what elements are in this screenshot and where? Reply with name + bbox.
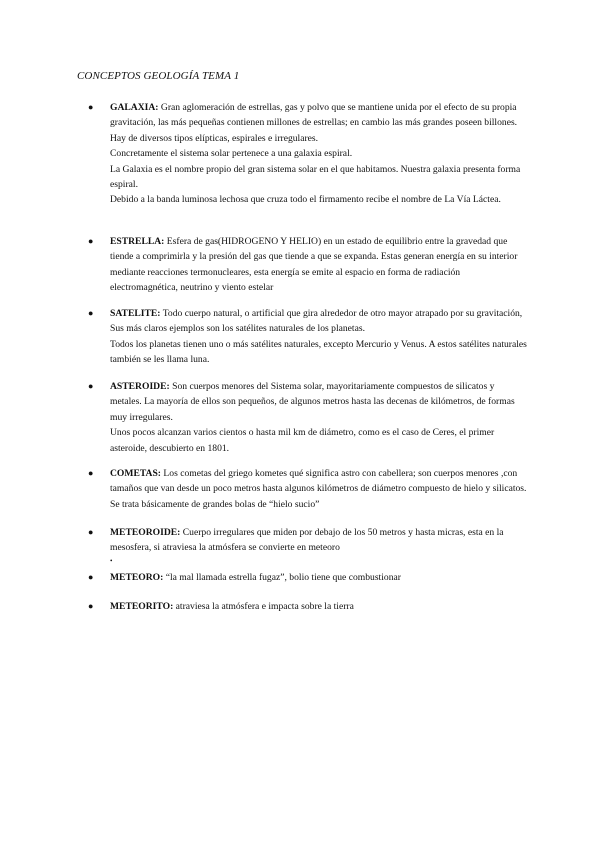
page-title: CONCEPTOS GEOLOGÍA TEMA 1 <box>77 70 240 82</box>
term-label: METEORO: <box>110 572 164 583</box>
bullet-icon: ● <box>88 381 94 391</box>
definition-text: Son cuerpos menores del Sistema solar, mayoritariamente compuestos de silicatos y metales. La mayoría de ellos son pequeños, de algunos metros hasta las decenas de kilómetros, de formas muy irregulares. <box>110 381 515 423</box>
list-item-estrella <box>88 234 528 296</box>
bullet-icon: ● <box>88 102 94 112</box>
bullet-icon: ● <box>88 572 94 582</box>
term-label: COMETAS: <box>110 468 161 479</box>
term-label: ASTEROIDE: <box>110 381 170 392</box>
entry-text <box>110 525 528 556</box>
definition-text: Todos los planetas tienen uno o más satélites naturales, excepto Mercurio y Venus. A estos satélites naturales también se les llama luna. <box>110 338 527 366</box>
definition-text: atraviesa la atmósfera e impacta sobre la tierra <box>175 601 354 612</box>
bullet-icon: ● <box>88 527 94 537</box>
bullet-icon: ● <box>88 236 94 246</box>
stray-bullet-mark: • <box>110 557 113 565</box>
entry-text <box>110 100 528 208</box>
entry-text <box>110 234 528 296</box>
term-label: ESTRELLA: <box>110 236 165 247</box>
definition-text: Los cometas del griego kometes qué significa astro con cabellera; son cuerpos menores ,con tamaños que van desde un poco metros hasta algunos kilómetros de diámetro compuesto de hielo y silicatos. Se trata básicamente de grandes bolas de “hielo sucio” <box>110 468 527 510</box>
bullet-icon: ● <box>88 468 94 478</box>
definition-text: Gran aglomeración de estrellas, gas y polvo que se mantiene unida por el efecto de su propia gravitación, las más pequeñas contienen millones de estrellas; en cambio las más grandes poseen billones. Hay de diversos tipos elípticas, espirales e irregulares. <box>110 102 518 144</box>
list-item-meteoro <box>88 570 528 585</box>
list-item-satelite <box>88 306 528 368</box>
definition-text: Unos pocos alcanzan varios cientos o hasta mil km de diámetro, como es el caso de Ceres, el primer asteroide, descubierto en 1801. <box>110 427 495 454</box>
definition-text: Esfera de gas(HIDROGENO Y HELIO) en un estado de equilibrio entre la gravedad que tiende a comprimirla y la presión del gas que tiende a que se expanda. Estas generan energía en su interior mediante reacciones termonucleares, esta energía se emite al espacio en forma de radiación electromagnética, neutrino y viento estelar <box>110 236 518 294</box>
definition-text: Cuerpo irregulares que miden por debajo de los 50 metros y hasta micras, esta en la mesosfera, si atraviesa la atmósfera se convierte en meteoro <box>110 527 504 554</box>
definition-text: “la mal llamada estrella fugaz”, bolio tiene que combustionar <box>165 572 401 583</box>
definition-text: Concretamente el sistema solar pertenece a una galaxia espiral. <box>110 148 353 160</box>
term-label: METEOROIDE: <box>110 527 181 538</box>
entry-text <box>110 466 528 512</box>
list-item-asteroide <box>88 379 528 456</box>
term-label: SATELITE: <box>110 308 161 319</box>
definition-text: La Galaxia es el nombre propio del gran sistema solar en el que habitamos. Nuestra galaxia presenta forma espiral. <box>110 163 521 191</box>
list-item-galaxia <box>88 100 528 208</box>
list-item-cometas <box>88 466 528 512</box>
entry-text <box>110 599 528 614</box>
entry-text <box>110 379 528 456</box>
list-item-meteoroide <box>88 525 528 556</box>
definition-text: Todo cuerpo natural, o artificial que gira alrededor de otro mayor atrapado por su gravitación, Sus más claros ejemplos son los satélites naturales de los planetas. <box>110 308 523 335</box>
definition-text: Debido a la banda luminosa lechosa que cruza todo el firmamento recibe el nombre de La Vía Láctea. <box>110 194 501 206</box>
entry-text <box>110 570 528 585</box>
bullet-icon: ● <box>88 308 94 318</box>
entry-text <box>110 306 528 368</box>
bullet-icon: ● <box>88 601 94 611</box>
term-label: METEORITO: <box>110 601 174 612</box>
term-label: GALAXIA: <box>110 102 159 113</box>
list-item-meteorito <box>88 599 528 614</box>
